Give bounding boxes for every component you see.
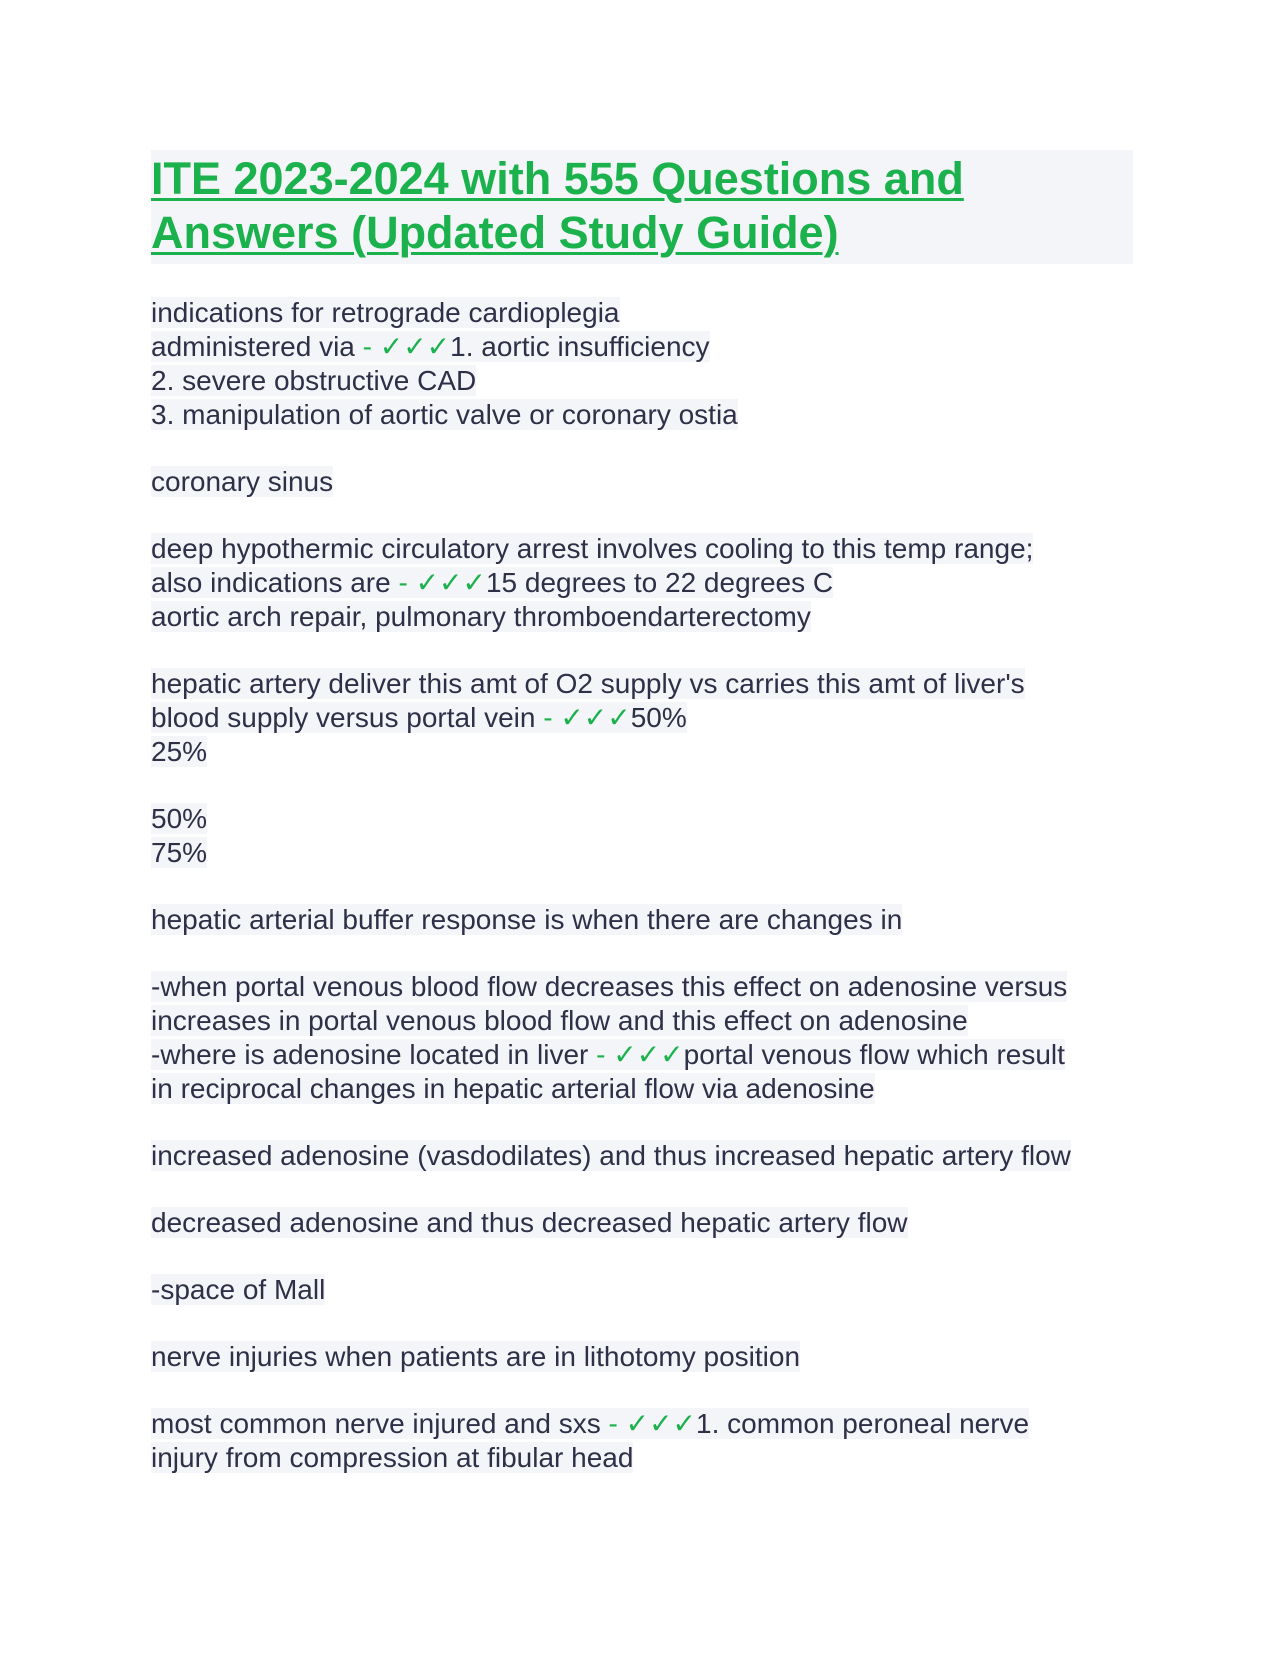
answer-check-icon: - ✓✓✓ — [543, 702, 631, 733]
answer-text: increased adenosine (vasdodilates) and thus increased hepatic artery flow — [151, 1140, 1071, 1171]
question-text: nerve injuries when patients are in lithotomy position — [151, 1341, 801, 1372]
document-page — [151, 150, 1133, 1475]
answer-text: 2. severe obstructive CAD — [151, 365, 477, 396]
question-answer-line — [151, 330, 1133, 364]
answer-text: 25% — [151, 736, 208, 767]
answer-text: injury from compression at fibular head — [151, 1442, 634, 1473]
answer-text: 1. aortic insufficiency — [450, 331, 710, 362]
answer-text: 1. common peroneal nerve — [696, 1408, 1030, 1439]
answer-text: decreased adenosine and thus decreased hepatic artery flow — [151, 1207, 908, 1238]
answer-text: 15 degrees to 22 degrees C — [485, 567, 834, 598]
question-text: also indications are — [151, 567, 399, 598]
answer-text: 3. manipulation of aortic valve or coronary ostia — [151, 399, 738, 430]
answer-check-icon: - ✓✓✓ — [398, 567, 486, 598]
question-lithotomy-nerve-injuries — [151, 1340, 1133, 1374]
question-text: blood supply versus portal vein — [151, 702, 544, 733]
question-text: deep hypothermic circulatory arrest involves cooling to this temp range; — [151, 533, 1034, 564]
answer-text: -space of Mall — [151, 1274, 326, 1305]
question-line — [151, 1004, 1133, 1038]
answer-line — [151, 364, 1133, 398]
question-answer-line — [151, 566, 1133, 600]
question-text: -where is adenosine located in liver — [151, 1039, 597, 1070]
question-retrograde-cardioplegia — [151, 296, 1133, 330]
question-text: hepatic arterial buffer response is when there are changes in — [151, 904, 903, 935]
answer-check-icon: - ✓✓✓ — [362, 331, 451, 362]
answer-text: in reciprocal changes in hepatic arterial flow via adenosine — [151, 1073, 875, 1104]
question-text: most common nerve injured and sxs — [151, 1408, 609, 1439]
answer-line — [151, 1139, 1133, 1173]
answer-line — [151, 836, 1133, 870]
answer-check-icon: - ✓✓✓ — [596, 1039, 684, 1070]
document-title-line-1: ITE 2023-2024 with 555 Questions and — [151, 153, 964, 204]
question-text: indications for retrograde cardioplegia — [151, 297, 620, 328]
document-body — [151, 296, 1133, 1475]
answer-line — [151, 465, 1133, 499]
question-answer-line — [151, 701, 1133, 735]
question-hepatic-buffer-response — [151, 903, 1133, 937]
question-text: increases in portal venous blood flow and this effect on adenosine — [151, 1005, 968, 1036]
question-line — [151, 970, 1133, 1004]
answer-line — [151, 1206, 1133, 1240]
answer-line — [151, 398, 1133, 432]
answer-text: 50% — [630, 702, 687, 733]
question-hepatic-artery — [151, 667, 1133, 701]
document-title-line-2: Answers (Updated Study Guide) — [151, 207, 839, 258]
question-answer-line — [151, 1407, 1133, 1441]
answer-line — [151, 600, 1133, 634]
question-dhca — [151, 532, 1133, 566]
answer-text: portal venous flow which result — [683, 1039, 1065, 1070]
answer-line — [151, 735, 1133, 769]
answer-text: 75% — [151, 837, 208, 868]
answer-text: 50% — [151, 803, 208, 834]
question-text: hepatic artery deliver this amt of O2 supply vs carries this amt of liver's — [151, 668, 1025, 699]
question-text: -when portal venous blood flow decreases this effect on adenosine versus — [151, 971, 1068, 1002]
answer-text: aortic arch repair, pulmonary thromboendarterectomy — [151, 601, 811, 632]
answer-line — [151, 802, 1133, 836]
question-text: administered via — [151, 331, 363, 362]
answer-line — [151, 1273, 1133, 1307]
answer-text: coronary sinus — [151, 466, 334, 497]
question-answer-line — [151, 1038, 1133, 1072]
answer-line — [151, 1441, 1133, 1475]
document-title-block — [151, 150, 1133, 264]
answer-check-icon: - ✓✓✓ — [608, 1408, 697, 1439]
answer-line — [151, 1072, 1133, 1106]
